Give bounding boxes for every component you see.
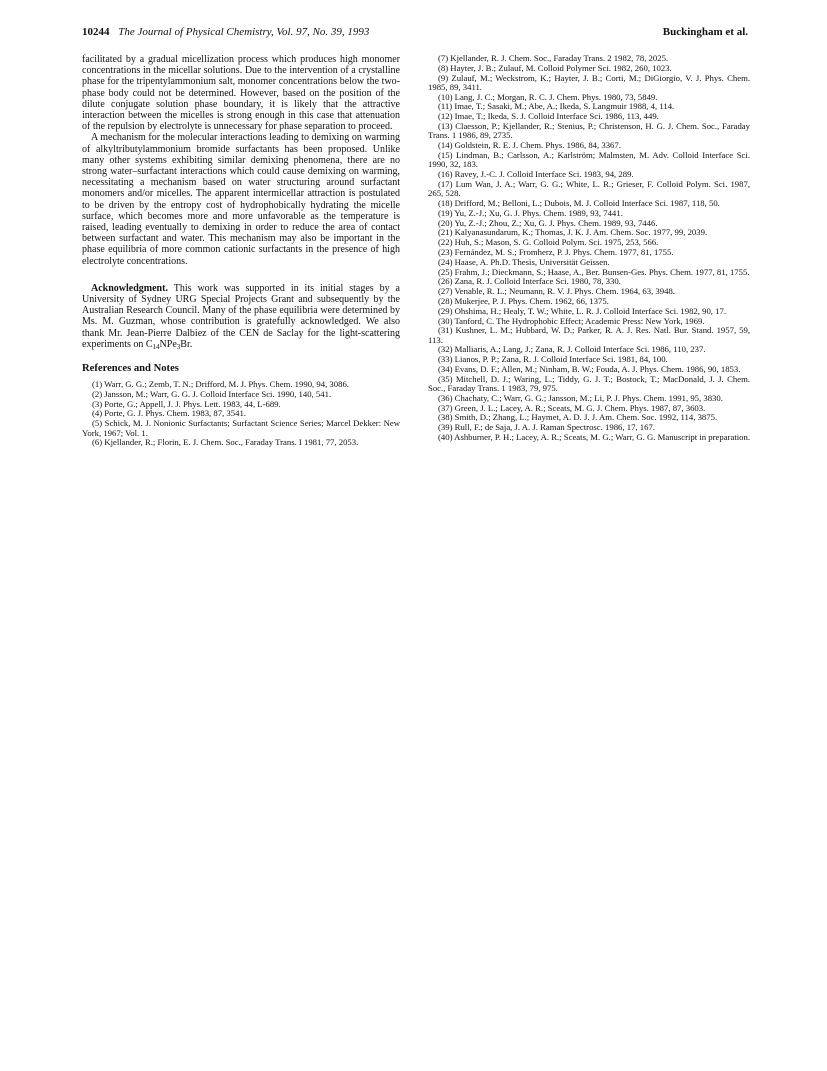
reference-item: (32) Malliaris, A.; Lang, J.; Zana, R. J. Colloid Interface Sci. 1986, 110, 237. [438, 344, 706, 355]
reference-item: (19) Yu, Z.-J.; Xu, G. J. Phys. Chem. 1989, 93, 7441. [438, 207, 623, 218]
reference-item: (24) Haase, A. Ph.D. Thesis, Universität Geissen. [438, 256, 610, 267]
acknowledgment-subscript: 14 [152, 342, 160, 351]
reference-item: (37) Green, J. L.; Lacey, A. R.; Sceats, M. G. J. Chem. Phys. 1987, 87, 3603. [438, 402, 706, 413]
reference-item: (3) Porte, G.; Appell, J. J. Phys. Lett. 1983, 44, L-689. [92, 398, 281, 409]
reference-item: (38) Smith, D.; Zhang, L.; Haymet, A. D. J. J. Am. Chem. Soc. 1992, 114, 3875. [438, 412, 718, 423]
body-paragraph-1: facilitated by a gradual micellization process which produces high monomer concentrations in the micellar solutions. Due to the intervention of a crystalline phase for the tripentylammonium salt, monomer concentrations below the two-phase body could not be determined. However, based on the position of the dilute conjugate solution phase boundary, it is likely that the attractive interaction between the micelles is strong enough in this case that attenuation of the repulsion by electrolyte is unnecessary for phase separation to proceed. [82, 54, 400, 133]
reference-item: (11) Imae, T.; Sasaki, M.; Abe, A.; Ikeda, S. Langmuir 1988, 4, 114. [438, 101, 675, 112]
references-list-right [428, 54, 750, 442]
reference-item: (31) Kushner, L. M.; Hubbard, W. D.; Parker, R. A. J. Res. Natl. Bur. Stand. 1957, 59, 113. [428, 325, 750, 345]
reference-item: (33) Lianos, P. P.; Zana, R. J. Colloid Interface Sci. 1981, 84, 100. [438, 354, 668, 365]
reference-item: (21) Kalyanasundarum, K.; Thomas, J. K. J. Am. Chem. Soc. 1977, 99, 2039. [438, 227, 708, 238]
acknowledgment-heading: Acknowledgment. [91, 282, 168, 294]
reference-item: (30) Tanford, C. The Hydrophobic Effect; Academic Press: New York, 1969. [438, 315, 705, 326]
reference-item: (35) Mitchell, D. J.; Waring, L.; Tiddy, G. J. T.; Bostock, T.; MacDonald, J. J. Chem. Soc., Faraday Trans. 1 1983, 79, 975. [428, 373, 750, 394]
reference-item: (18) Drifford, M.; Belloni, L.; Dubois, M. J. Colloid Interface Sci. 1987, 118, 50. [438, 197, 720, 208]
reference-item: (28) Mukerjee, P. J. Phys. Chem. 1962, 66, 1375. [438, 295, 609, 306]
reference-item: (40) Ashburner, P. H.; Lacey, A. R.; Sceats, M. G.; Warr, G. G. Manuscript in preparation. [438, 432, 751, 443]
reference-item: (9) Zulauf, M.; Weckstrom, K.; Hayter, J. B.; Corti, M.; DiGiorgio, V. J. Phys. Chem. 1985, 89, 3411. [428, 72, 750, 92]
acknowledgment-paragraph [82, 283, 400, 350]
reference-item: (27) Venable, R. L.; Neumann, R. V. J. Phys. Chem. 1964, 63, 3948. [438, 286, 675, 297]
reference-item: (16) Ravey, J.-C. J. Colloid Interface Sci. 1983, 94, 289. [438, 169, 634, 180]
reference-item: (23) Fernández, M. S.; Fromherz, P. J. Phys. Chem. 1977, 81, 1755. [438, 246, 674, 257]
references-list-left [82, 380, 400, 448]
acknowledgment-subscript-2: 3 [176, 342, 181, 351]
reference-item: (20) Yu, Z.-J.; Zhou, Z.; Xu, G. J. Phys. Chem. 1989, 93, 7446. [438, 217, 658, 228]
right-column [428, 54, 750, 443]
page-number: 10244 [82, 26, 110, 38]
left-column [82, 54, 400, 448]
acknowledgment-text: This work was supported in its initial stages by a University of Sydney URG Special Projects Grant and subsequently by the Australian Research Council. Many of the phase equilibria were determined by Ms. M. Guzman, whose contribution is gratefully acknowledged. We also thank Mr. Jean-Pierre Dalbiez of the CEN de Saclay for the light-scattering experiments on C [82, 282, 400, 350]
reference-item: (14) Goldstein, R. E. J. Chem. Phys. 1986, 84, 3367. [438, 140, 621, 151]
reference-item: (5) Schick, M. J. Nonionic Surfactants; Surfactant Science Series; Marcel Dekker: New York, 1967; Vol. 1. [82, 418, 400, 438]
running-authors: Buckingham et al. [662, 26, 748, 38]
acknowledgment-formula-end: Br. [180, 338, 193, 350]
reference-item: (26) Zana, R. J. Colloid Interface Sci. 1980, 78, 330. [438, 276, 621, 287]
journal-citation: The Journal of Physical Chemistry, Vol. 97, No. 39, 1993 [118, 26, 370, 38]
reference-item: (2) Jansson, M.; Warr, G. G. J. Colloid Interface Sci. 1990, 140, 541. [92, 388, 332, 399]
reference-item: (29) Ohshima, H.; Healy, T. W.; White, L. R. J. Colloid Interface Sci. 1982, 90, 17. [438, 305, 727, 316]
reference-item: (13) Claesson, P.; Kjellander, R.; Stenius, P.; Christenson, H. G. J. Chem. Soc., Faraday Trans. 1 1986, 89, 2735. [428, 121, 750, 141]
references-heading: References and Notes [82, 363, 179, 375]
acknowledgment-formula-part: NPe [159, 338, 177, 350]
reference-item: (39) Rull, F.; de Saja, J. A. J. Raman Spectrosc. 1986, 17, 167. [438, 422, 655, 433]
body-paragraph-2: A mechanism for the molecular interactions leading to demixing on warming of alkyltributylammonium bromide surfactants has been proposed. Unlike many other systems exhibiting similar demixing phenomena, there are no strong water–surfactant interactions which could cause demixing on warming, necessitating a mechanism based on water structuring around surfactant monomers and/or micelles. The apparent intermicellar attraction is postulated to be driven by the entropy cost of hydrophobically hydrating the micelle surface, which becomes more and more unfavorable as the temperature is raised, leading eventually to demixing in order to reduce the area of contact between surfactant and water. This mechanism may also be important in the phase equilibria of more common cationic surfactants in the presence of high electrolyte concentrations. [82, 132, 400, 267]
reference-item: (1) Warr, G. G.; Zemb, T. N.; Drifford, M. J. Phys. Chem. 1990, 94, 3086. [92, 379, 349, 390]
reference-item: (36) Chachaty, C.; Warr, G. G.; Jansson, M.; Li, P. J. Phys. Chem. 1991, 95, 3830. [438, 392, 723, 403]
reference-item: (17) Lum Wan, J. A.; Warr, G. G.; White, L. R.; Grieser, F. Colloid Polym. Sci. 1987, 265, 528. [428, 178, 750, 199]
reference-item: (25) Frahm, J.; Dieckmann, S.; Haase, A., Ber. Bunsen-Ges. Phys. Chem. 1977, 81, 1755. [438, 266, 750, 277]
reference-item: (4) Porte, G. J. Phys. Chem. 1983, 87, 3541. [92, 408, 246, 419]
reference-item: (10) Lang, J. C.; Morgan, R. C. J. Chem. Phys. 1980, 73, 5849. [438, 91, 658, 102]
reference-item: (8) Hayter, J. B.; Zulauf, M. Colloid Polymer Sci. 1982, 260, 1023. [438, 62, 672, 73]
reference-item: (7) Kjellander, R. J. Chem. Soc., Faraday Trans. 2 1982, 78, 2025. [438, 53, 669, 63]
reference-item: (6) Kjellander, R.; Florin, E. J. Chem. Soc., Faraday Trans. I 1981, 77, 2053. [92, 437, 359, 448]
reference-item: (15) Lindman, B.; Carlsson, A.; Karlström; Malmsten, M. Adv. Colloid Interface Sci. 1990, 32, 183. [428, 149, 750, 170]
reference-item: (22) Huh, S.; Mason, S. G. Colloid Polym. Sci. 1975, 253, 566. [438, 237, 659, 248]
reference-item: (12) Imae, T.; Ikeda, S. J. Colloid Interface Sci. 1986, 113, 449. [438, 111, 659, 122]
reference-item: (34) Evans, D. F.; Allen, M.; Ninham, B. W.; Fouda, A. J. Phys. Chem. 1986, 90, 1853. [438, 364, 741, 374]
running-header [82, 26, 748, 42]
